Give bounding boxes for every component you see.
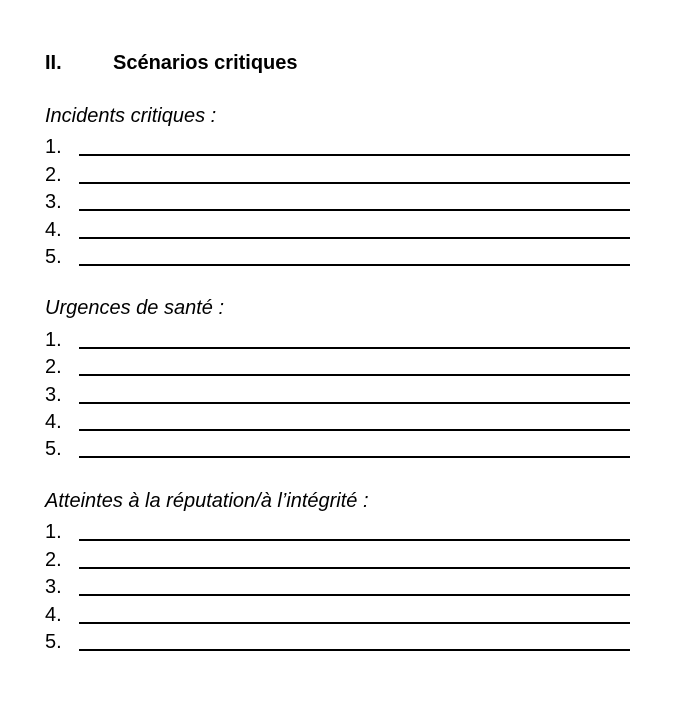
item-number: 4. xyxy=(45,603,62,626)
item-number: 1. xyxy=(45,521,62,544)
item-number: 4. xyxy=(45,411,62,434)
fill-in-line[interactable] xyxy=(79,182,630,184)
list-item xyxy=(45,519,630,546)
item-number: 3. xyxy=(45,576,62,599)
section-label: Incidents critiques : xyxy=(45,105,217,127)
list-item xyxy=(45,354,630,381)
fill-in-line[interactable] xyxy=(79,594,630,596)
item-number: 1. xyxy=(45,328,62,351)
fill-in-line[interactable] xyxy=(79,264,630,266)
fill-in-line[interactable] xyxy=(79,374,630,376)
list-item xyxy=(45,602,630,629)
item-number: 3. xyxy=(45,191,62,214)
list-item xyxy=(45,436,630,463)
list-item xyxy=(45,189,630,216)
list-item xyxy=(45,327,630,354)
item-number: 3. xyxy=(45,383,62,406)
section-urgences-de-sante xyxy=(45,295,630,463)
fill-in-line[interactable] xyxy=(79,429,630,431)
list-item xyxy=(45,574,630,601)
fill-in-line[interactable] xyxy=(79,209,630,211)
list-item xyxy=(45,547,630,574)
fill-in-line[interactable] xyxy=(79,622,630,624)
item-number: 5. xyxy=(45,246,62,269)
fill-in-line[interactable] xyxy=(79,456,630,458)
fill-in-line[interactable] xyxy=(79,237,630,239)
list-item xyxy=(45,244,630,271)
item-number: 2. xyxy=(45,163,62,186)
item-number: 2. xyxy=(45,356,62,379)
list-item xyxy=(45,217,630,244)
section-incidents-critiques xyxy=(45,103,630,271)
fill-in-line[interactable] xyxy=(79,649,630,651)
section-heading xyxy=(45,50,630,76)
fill-in-line[interactable] xyxy=(79,154,630,156)
item-number: 5. xyxy=(45,630,62,653)
section-label: Atteintes à la réputation/à l’intégrité : xyxy=(45,489,369,512)
item-number: 1. xyxy=(45,136,62,159)
item-number: 2. xyxy=(45,548,62,571)
section-atteintes-reputation-integrite xyxy=(45,488,630,656)
section-label: Urgences de santé : xyxy=(45,297,224,320)
fill-in-line[interactable] xyxy=(79,567,630,569)
fill-in-line[interactable] xyxy=(79,347,630,349)
list-item xyxy=(45,409,630,436)
fill-in-line[interactable] xyxy=(79,539,630,541)
fill-in-line[interactable] xyxy=(79,402,630,404)
list-item xyxy=(45,629,630,656)
item-number: 4. xyxy=(45,218,62,241)
heading-title: Scénarios critiques xyxy=(113,52,298,74)
list-item xyxy=(45,162,630,189)
list-item xyxy=(45,382,630,409)
heading-numeral: II. xyxy=(45,52,62,74)
item-number: 5. xyxy=(45,438,62,461)
list-item xyxy=(45,134,630,161)
